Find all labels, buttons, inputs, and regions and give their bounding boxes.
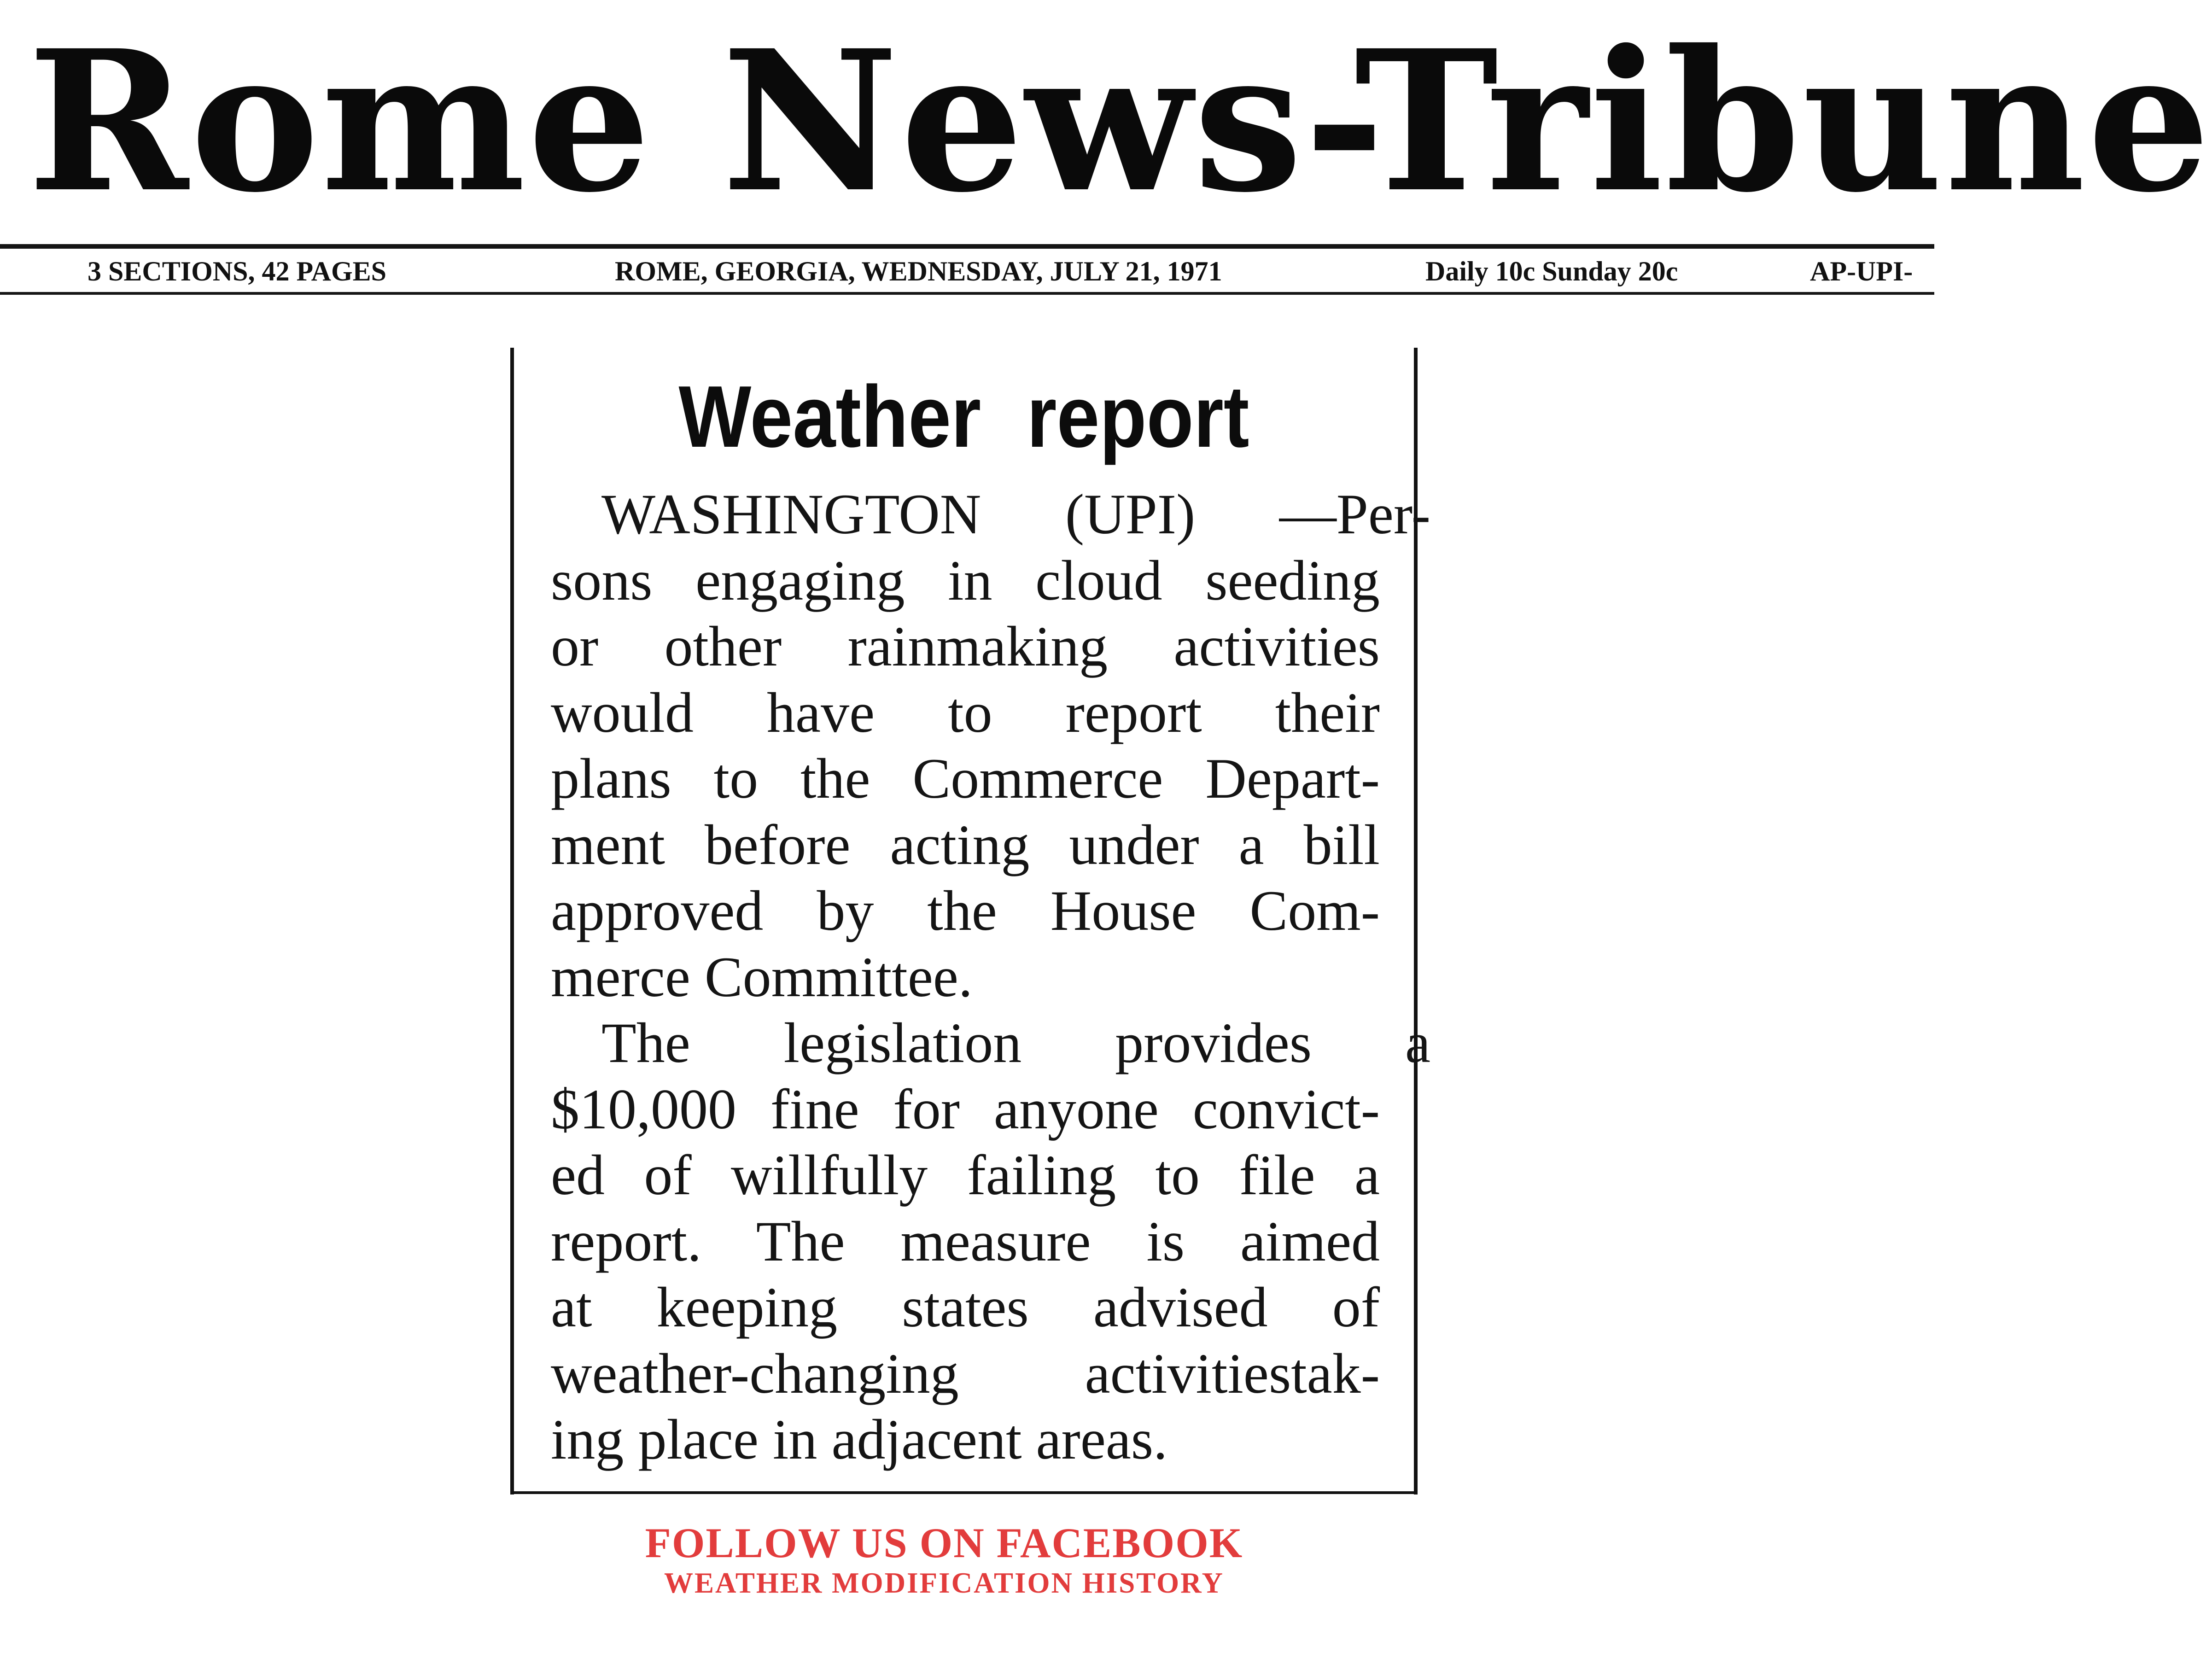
article-line: ed of willfully failing to file a bbox=[551, 1144, 1380, 1207]
article-line: merce Committee. bbox=[551, 945, 973, 1009]
article-line: $10,000 fine for anyone convict- bbox=[551, 1077, 1380, 1141]
promo-page-name: WEATHER MODIFICATION HISTORY bbox=[664, 1567, 1224, 1599]
article-line: weather-changing activitiestak- bbox=[551, 1342, 1380, 1405]
article-line: approved by the House Com- bbox=[551, 879, 1380, 942]
masthead-rule-top bbox=[0, 244, 1934, 249]
article-body bbox=[551, 481, 1430, 1473]
masthead-rule-bottom bbox=[0, 292, 1934, 295]
article-line: ing place in adjacent areas. bbox=[551, 1408, 1168, 1471]
article-line: or other rainmaking activities bbox=[551, 615, 1380, 678]
price-label: Daily 10c Sunday 20c bbox=[1425, 256, 1678, 286]
newspaper-masthead bbox=[28, 8, 2212, 235]
article-line: would have to report their bbox=[551, 681, 1380, 744]
place-date-label: ROME, GEORGIA, WEDNESDAY, JULY 21, 1971 bbox=[615, 256, 1222, 286]
article-line: The legislation provides a bbox=[601, 1011, 1430, 1074]
article-line: ment before acting under a bill bbox=[551, 813, 1380, 876]
article-clipping bbox=[510, 348, 1430, 1495]
article-line: plans to the Commerce Depart- bbox=[551, 747, 1380, 810]
wire-service-label: AP-UPI- bbox=[1810, 256, 1913, 286]
facebook-promo bbox=[507, 1520, 1382, 1600]
dateline-bar bbox=[0, 252, 1934, 290]
article-headline: Weather report bbox=[678, 368, 1249, 466]
sections-pages-label: 3 SECTIONS, 42 PAGES bbox=[88, 256, 387, 286]
article-line: report. The measure is aimed bbox=[551, 1209, 1380, 1273]
article-line: at keeping states advised of bbox=[551, 1276, 1380, 1339]
article-line: WASHINGTON (UPI) —Per- bbox=[601, 483, 1430, 546]
promo-follow-text: FOLLOW US ON FACEBOOK bbox=[645, 1519, 1243, 1566]
clipping-bottom-rule bbox=[510, 1491, 1418, 1494]
article-line: sons engaging in cloud seeding bbox=[551, 549, 1380, 612]
newspaper-name: Rome News-Tribune bbox=[28, 8, 2212, 235]
